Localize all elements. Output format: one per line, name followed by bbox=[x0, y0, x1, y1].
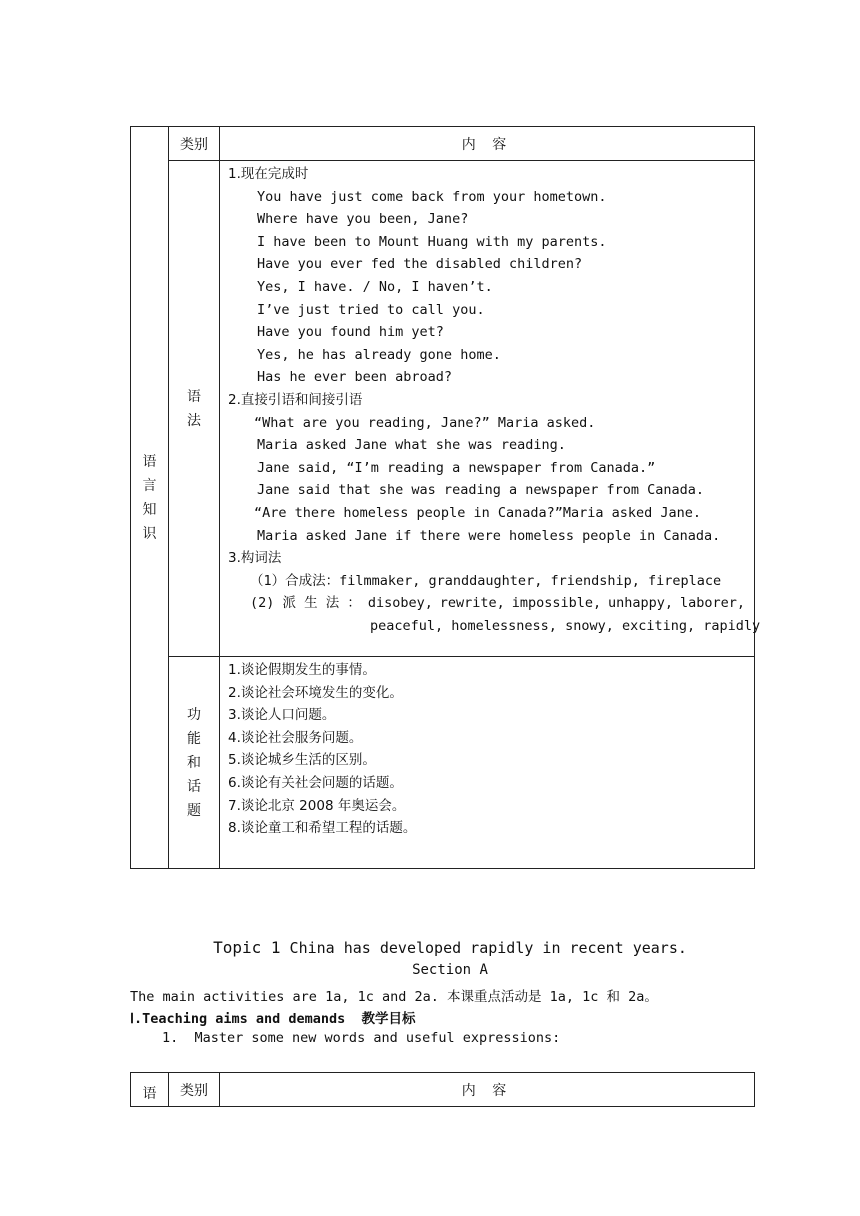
derivation-word: impossible, bbox=[511, 595, 602, 612]
topic-item: 3.谈论人口问题。 bbox=[228, 707, 336, 724]
derivation-word: laborer, bbox=[679, 595, 745, 612]
example-line: Maria asked Jane what she was reading. bbox=[257, 437, 566, 454]
example-line: Yes, I have. / No, I haven’t. bbox=[257, 278, 493, 295]
grammar-label-char: 法 bbox=[187, 412, 201, 429]
function-label-char: 话 bbox=[187, 778, 201, 795]
topic-item: 4.谈论社会服务问题。 bbox=[228, 729, 363, 746]
derivation-word: disobey, bbox=[367, 595, 433, 612]
grammar-label-cell bbox=[169, 161, 220, 657]
section-title: Section A bbox=[412, 962, 488, 978]
grammar-content bbox=[220, 161, 761, 657]
derivation-label: (2) 派 生 法 ： bbox=[250, 595, 361, 612]
main-activities-line: The main activities are 1a, 1c and 2a. 本课重点活动是 1a, 1c 和 2a。 bbox=[130, 989, 658, 1005]
grammar-heading-word-formation: 3.构词法 bbox=[228, 550, 282, 567]
derivation-word: rewrite, bbox=[439, 595, 505, 612]
derivation-continuation: peaceful, homelessness, snowy, exciting, rapidly bbox=[370, 617, 761, 634]
example-line: Jane said that she was reading a newspaper from Canada. bbox=[257, 482, 705, 499]
grammar-label-char: 语 bbox=[187, 388, 201, 405]
header-category: 类别 bbox=[169, 127, 220, 161]
example-line: I have been to Mount Huang with my parents. bbox=[257, 233, 607, 250]
grammar-heading-present-perfect: 1.现在完成时 bbox=[228, 166, 309, 182]
header-category: 类别 bbox=[169, 1073, 220, 1107]
example-line: Where have you been, Jane? bbox=[257, 211, 469, 228]
side-label-char: 识 bbox=[142, 525, 157, 542]
topic-title-prefix: Topic 1 bbox=[213, 938, 281, 957]
header-content: 内 容 bbox=[220, 1073, 755, 1107]
grammar-heading-reported-speech: 2.直接引语和间接引语 bbox=[228, 391, 363, 408]
teaching-aims-heading: Ⅰ.Teaching aims and demands 教学目标 bbox=[130, 1011, 416, 1027]
side-label-char: 言 bbox=[142, 477, 157, 494]
derivation-line bbox=[228, 592, 745, 615]
language-knowledge-table bbox=[130, 126, 761, 869]
example-line: Have you found him yet? bbox=[257, 324, 444, 341]
side-label-char: 语 bbox=[142, 1086, 157, 1102]
topic-item: 2.谈论社会环境发生的变化。 bbox=[228, 684, 403, 701]
side-label-char: 语 bbox=[142, 453, 157, 470]
topic-item: 7.谈论北京 2008 年奥运会。 bbox=[228, 797, 406, 814]
side-label-cell bbox=[131, 1073, 169, 1107]
vocabulary-table bbox=[130, 1072, 755, 1107]
topic-item: 5.谈论城乡生活的区别。 bbox=[228, 752, 376, 769]
side-label-char: 知 bbox=[142, 501, 157, 518]
example-line: Maria asked Jane if there were homeless people in Canada. bbox=[257, 527, 721, 544]
topic-item: 8.谈论童工和希望工程的话题。 bbox=[228, 820, 417, 837]
function-label-cell bbox=[169, 657, 220, 869]
example-line: Jane said, “I’m reading a newspaper from Canada.” bbox=[257, 459, 656, 476]
example-line: “Are there homeless people in Canada?”Maria asked Jane. bbox=[254, 504, 702, 521]
header-content: 内 容 bbox=[220, 127, 755, 161]
aim-item: 1. Master some new words and useful expressions: bbox=[162, 1030, 561, 1046]
function-label-char: 题 bbox=[187, 802, 201, 819]
side-label-cell bbox=[131, 127, 169, 869]
example-line: You have just come back from your hometown. bbox=[257, 188, 607, 205]
function-label-char: 和 bbox=[187, 754, 201, 771]
example-line: Has he ever been abroad? bbox=[257, 369, 453, 386]
function-content bbox=[220, 657, 755, 869]
topic-title bbox=[0, 938, 860, 957]
example-line: Have you ever fed the disabled children? bbox=[257, 256, 583, 273]
compound-line: （1）合成法：filmmaker, granddaughter, friendship, fireplace bbox=[250, 572, 722, 589]
example-line: “What are you reading, Jane?” Maria asked. bbox=[254, 414, 596, 431]
derivation-word: unhappy, bbox=[608, 595, 674, 612]
topic-title-rest: China has developed rapidly in recent years. bbox=[280, 939, 687, 957]
example-line: I’ve just tried to call you. bbox=[257, 301, 485, 318]
example-line: Yes, he has already gone home. bbox=[257, 346, 501, 363]
topic-item: 1.谈论假期发生的事情。 bbox=[228, 662, 376, 678]
function-label-char: 能 bbox=[187, 730, 201, 747]
topic-item: 6.谈论有关社会问题的话题。 bbox=[228, 774, 403, 791]
function-label-char: 功 bbox=[187, 706, 201, 723]
